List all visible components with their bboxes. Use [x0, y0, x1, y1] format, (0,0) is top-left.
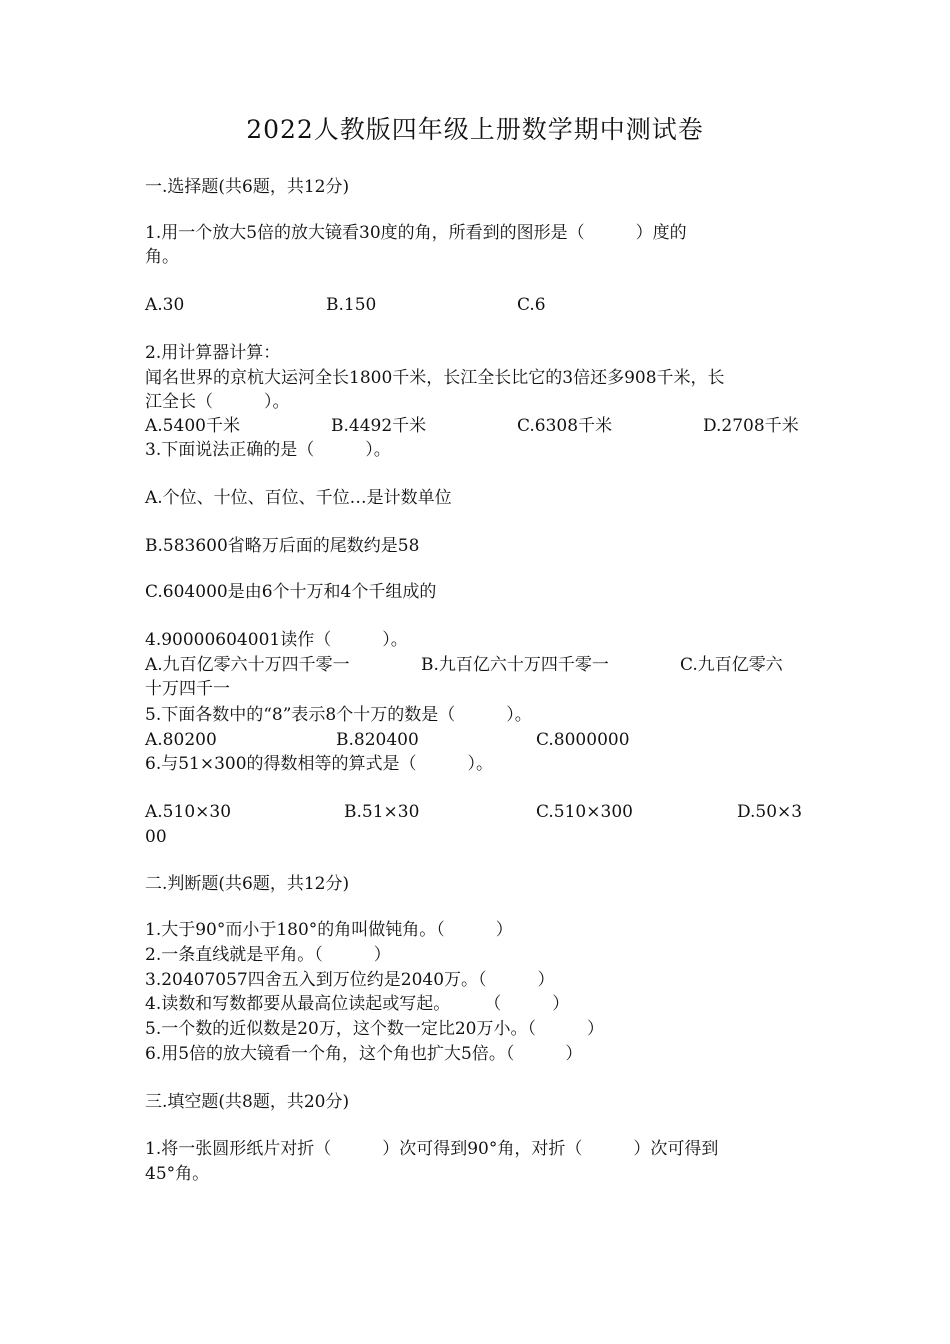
section-heading-judge: 二.判断题(共6题，共12分) — [145, 874, 350, 894]
option-d: D.50×3 — [737, 802, 803, 822]
question-text: 4.90000604001读作（ ）。 — [145, 630, 408, 650]
judge-item: 6.用5倍的放大镜看一个角，这个角也扩大5倍。（ ） — [145, 1044, 583, 1064]
judge-item: 3.20407057四舍五入到万位约是2040万。（ ） — [145, 970, 555, 990]
option-c: C.510×300 — [536, 802, 633, 822]
judge-item: 2.一条直线就是平角。（ ） — [145, 945, 391, 965]
question-text: 45°角。 — [145, 1164, 210, 1184]
option-b: B.九百亿六十万四千零一 — [421, 655, 609, 675]
option-a: A.80200 — [145, 730, 217, 750]
judge-item: 1.大于90°而小于180°的角叫做钝角。（ ） — [145, 920, 513, 940]
option-wrap: 00 — [145, 827, 167, 847]
section-heading-fill: 三.填空题(共8题，共20分) — [145, 1092, 350, 1112]
question-text: 江全长（ ）。 — [145, 392, 290, 412]
question-text: 5.下面各数中的“8”表示8个十万的数是（ ）。 — [145, 705, 532, 725]
question-text: 3.下面说法正确的是（ ）。 — [145, 440, 391, 460]
question-text: 1.用一个放大5倍的放大镜看30度的角，所看到的图形是（ ）度的 — [145, 223, 687, 243]
question-text: 闻名世界的京杭大运河全长1800千米，长江全长比它的3倍还多908千米，长 — [145, 368, 725, 388]
question-text: 角。 — [145, 247, 179, 267]
page-title: 2022人教版四年级上册数学期中测试卷 — [246, 115, 704, 144]
option-b: B.150 — [326, 295, 377, 315]
option-b: B.820400 — [336, 730, 419, 750]
question-text: 6.与51×300的得数相等的算式是（ ）。 — [145, 754, 494, 774]
option-b: B.583600省略万后面的尾数约是58 — [145, 536, 420, 556]
option-c: C.6308千米 — [517, 416, 613, 436]
judge-item: 4.读数和写数都要从最高位读起或写起。 （ ） — [145, 994, 570, 1014]
option-c: C.8000000 — [536, 730, 630, 750]
option-b: B.51×30 — [344, 802, 420, 822]
option-a: A.510×30 — [145, 802, 232, 822]
section-heading-choice: 一.选择题(共6题，共12分) — [145, 177, 350, 197]
option-c: C.九百亿零六 — [680, 655, 783, 675]
option-a: A.九百亿零六十万四千零一 — [145, 655, 350, 675]
option-d: D.2708千米 — [703, 416, 799, 436]
option-a: A.5400千米 — [145, 416, 240, 436]
option-c: C.6 — [517, 295, 546, 315]
option-b: B.4492千米 — [331, 416, 427, 436]
question-text: 1.将一张圆形纸片对折（ ）次可得到90°角，对折（ ）次可得到 — [145, 1139, 719, 1159]
option-a: A.个位、十位、百位、千位…是计数单位 — [145, 488, 452, 508]
option-c: C.604000是由6个十万和4个千组成的 — [145, 582, 437, 602]
question-text: 2.用计算器计算： — [145, 343, 281, 363]
option-a: A.30 — [145, 295, 185, 315]
judge-item: 5.一个数的近似数是20万，这个数一定比20万小。（ ） — [145, 1019, 604, 1039]
option-wrap: 十万四千一 — [145, 679, 230, 699]
